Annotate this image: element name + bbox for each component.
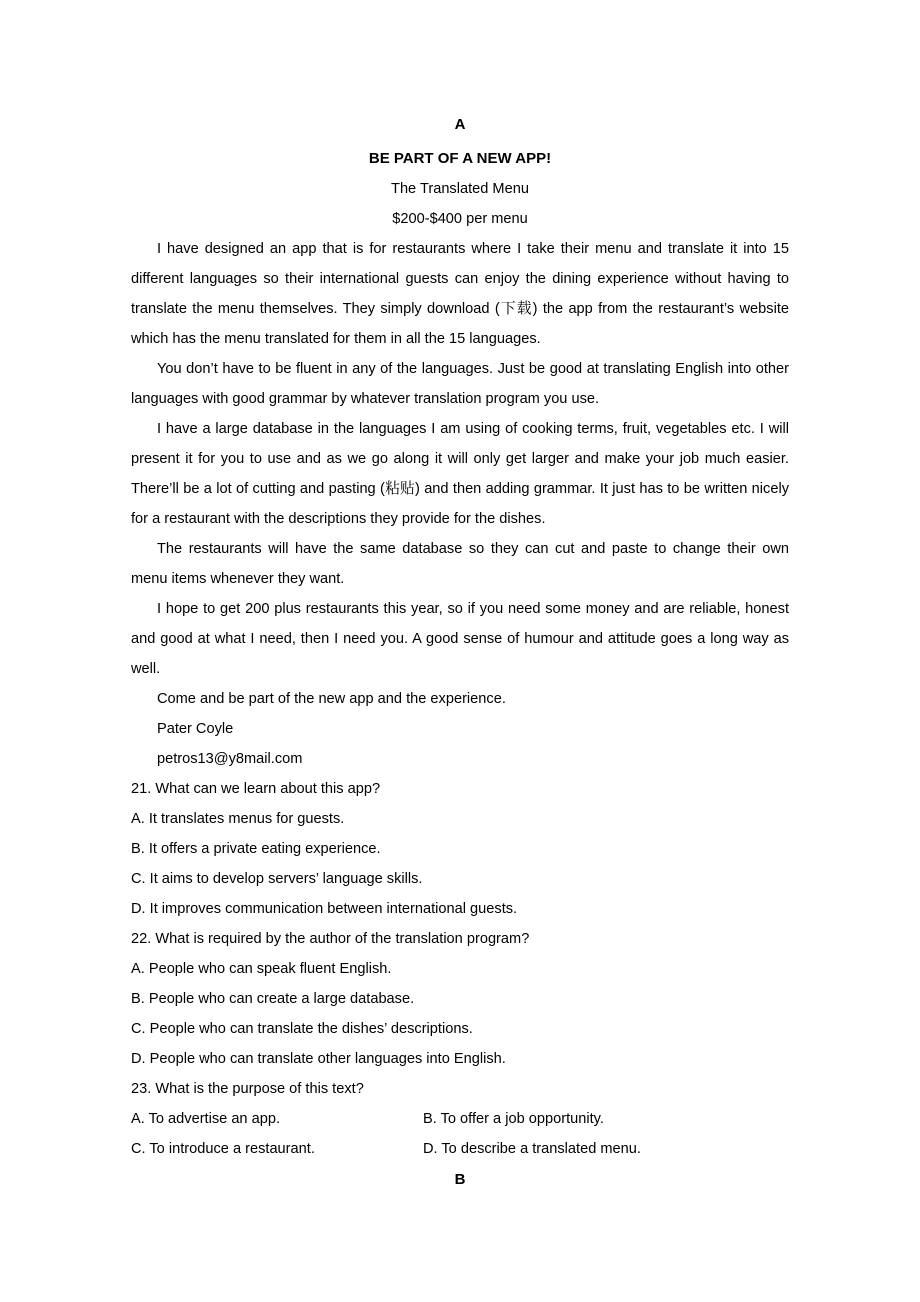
question-23-option-d: D. To describe a translated menu.: [423, 1141, 641, 1157]
question-23-options-row-1: [131, 1104, 789, 1134]
question-23-options-row-2: [131, 1134, 789, 1164]
question-23-stem: 23. What is the purpose of this text?: [131, 1081, 364, 1097]
question-22-option-d: D. People who can translate other languages into English.: [131, 1051, 506, 1067]
ad-paragraph-3: I have a large database in the languages I am using of cooking terms, fruit, vegetables etc. I will present it for you to use and as we go along it will only get larger and make your job much easier. There’ll be a lot of cutting and pasting (粘贴) and then adding grammar. It just has to be written nicely for a restaurant with the descriptions they provide for the dishes.: [131, 421, 789, 527]
ad-closing: Come and be part of the new app and the experience.: [157, 691, 506, 707]
question-22-option-b: B. People who can create a large database.: [131, 991, 415, 1007]
ad-paragraph-5: I hope to get 200 plus restaurants this year, so if you need some money and are reliable, honest and good at what I need, then I need you. A good sense of humour and attitude goes a long way as well.: [131, 601, 789, 677]
document-page: [131, 110, 789, 1195]
section-b-heading: B: [454, 1171, 466, 1188]
question-22-stem: 22. What is required by the author of the translation program?: [131, 931, 530, 947]
question-22-option-a: A. People who can speak fluent English.: [131, 961, 392, 977]
ad-email: petros13@y8mail.com: [157, 751, 303, 767]
question-21-option-d: D. It improves communication between international guests.: [131, 901, 518, 917]
question-22-option-c: C. People who can translate the dishes’ descriptions.: [131, 1021, 473, 1037]
ad-paragraph-2: You don’t have to be fluent in any of the languages. Just be good at translating English into other languages with good grammar by whatever translation program you use.: [131, 361, 789, 407]
question-21-option-c: C. It aims to develop servers’ language skills.: [131, 871, 423, 887]
question-21-stem: 21. What can we learn about this app?: [131, 781, 381, 797]
question-21-option-a: A. It translates menus for guests.: [131, 811, 345, 827]
question-23-option-b: B. To offer a job opportunity.: [423, 1111, 604, 1127]
question-21-option-b: B. It offers a private eating experience.: [131, 841, 381, 857]
question-23-option-c: C. To introduce a restaurant.: [131, 1141, 315, 1157]
ad-author-name: Pater Coyle: [157, 721, 234, 737]
section-a-heading: A: [454, 116, 466, 133]
ad-subtitle: The Translated Menu: [391, 181, 529, 197]
ad-title: BE PART OF A NEW APP!: [368, 150, 552, 167]
ad-pay: $200-$400 per menu: [392, 211, 528, 227]
ad-paragraph-1: I have designed an app that is for restaurants where I take their menu and translate it into 15 different languages so their international guests can enjoy the dining experience without having to translate the menu themselves. They simply download (下载) the app from the restaurant’s website which has the menu translated for them in all the 15 languages.: [131, 241, 789, 347]
ad-paragraph-4: The restaurants will have the same database so they can cut and paste to change their own menu items whenever they want.: [131, 541, 789, 587]
question-23-option-a: A. To advertise an app.: [131, 1111, 281, 1127]
